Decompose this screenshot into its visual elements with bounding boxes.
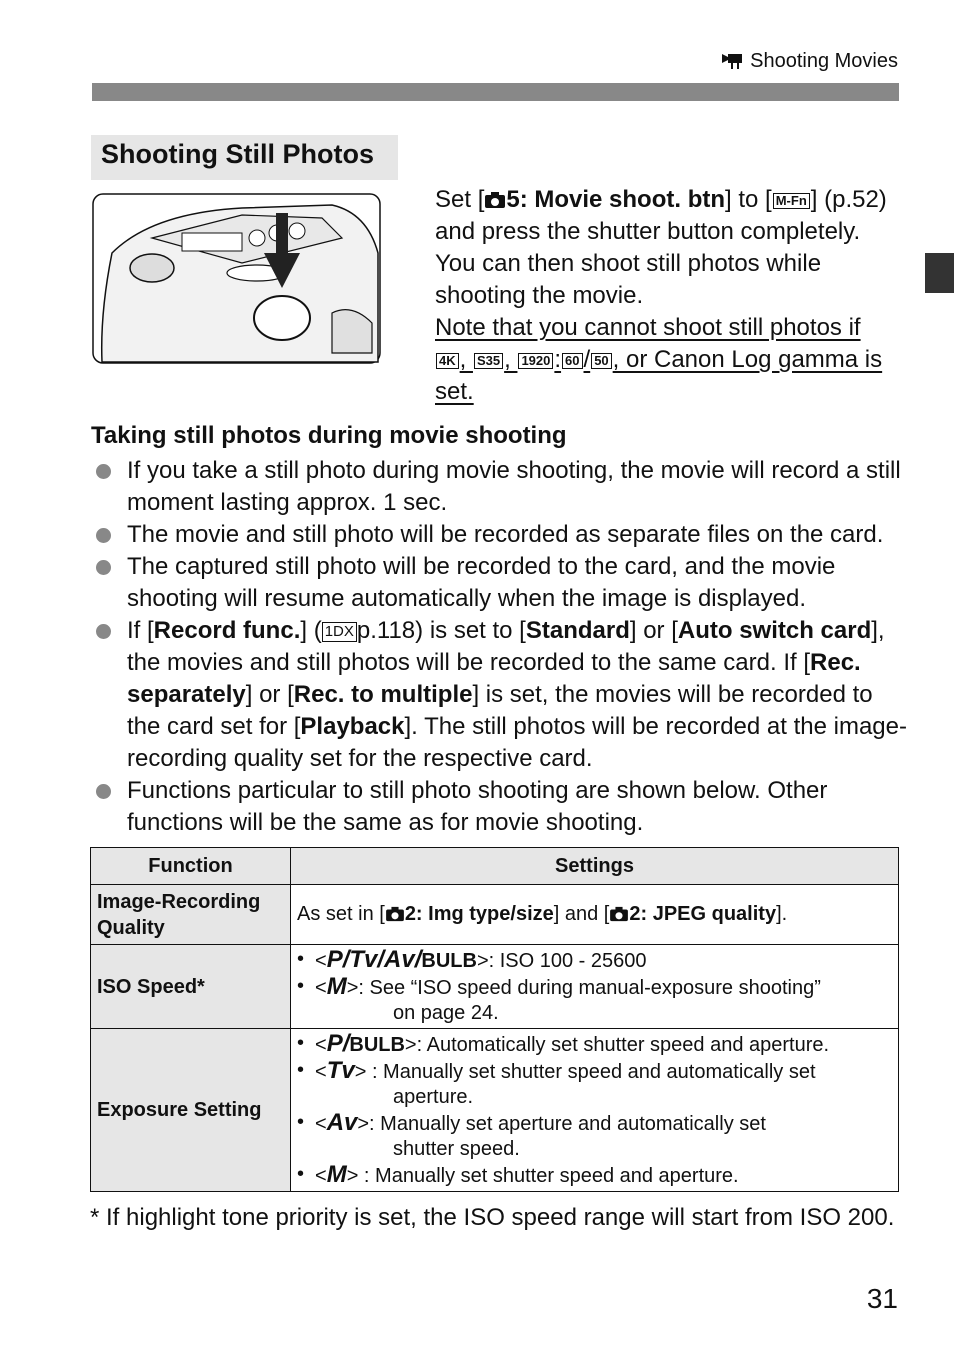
table-row [91, 1029, 899, 1192]
4k-icon: 4K [436, 353, 459, 369]
function-cell: Image-Recording Quality [91, 885, 291, 945]
bullet-dot-icon [96, 528, 111, 543]
settings-cell [291, 1029, 899, 1192]
intro-text [435, 184, 905, 408]
bullet-dot-icon [96, 784, 111, 799]
setting-line: • <Tv> : Manually set shutter speed and automatically set aperture. [297, 1057, 816, 1108]
running-header [722, 50, 898, 73]
function-cell: ISO Speed* [91, 945, 291, 1029]
camera-icon [609, 906, 629, 922]
fhd-1920-icon: 1920 [518, 353, 553, 369]
list-item: If [Record func.] ( 1DX p.118) is set to [Standard] or [Auto switch card], the movies and still photos will be recorded to the same card. If [Rec. separately] or [Rec. to multiple] is set, the movies will be recorded to the card set for [Playback]. The still photos will be recorded at the image-recording quality set for the respective card. [91, 615, 911, 775]
s35-icon: S35 [474, 353, 503, 369]
bullet-dot-icon [96, 464, 111, 479]
restriction-note: Note that you cannot shoot still photos if 4K , S35 , 1920 : 60 / 50 , or Canon Log gamma is set. [435, 314, 883, 405]
header-section-title: Shooting Movies [750, 50, 898, 72]
table-row [91, 945, 899, 1029]
setting-line: • <M> : Manually set shutter speed and aperture. [297, 1161, 739, 1188]
page-number: 31 [866, 1283, 898, 1314]
column-header-function: Function [91, 848, 291, 885]
column-header-settings: Settings [291, 848, 899, 885]
list-item: If you take a still photo during movie shooting, the movie will record a still moment lasting approx. 1 sec. [91, 455, 911, 519]
intro-paragraph: Set [ 5: Movie shoot. btn] to [ M-Fn ] (p.52) and press the shutter button completely. You can then shoot still photos while shooting the movie. [435, 186, 887, 309]
setting-line: • <M>: See “ISO speed during manual-exposure shooting” on page 24. [297, 973, 821, 1024]
header-rule [92, 83, 899, 101]
camera-shutter-illustration [92, 193, 381, 364]
list-item: The movie and still photo will be recorded as separate files on the card. [91, 519, 911, 551]
settings-table [90, 847, 899, 1192]
1dx-page-ref-icon: 1DX [322, 622, 357, 642]
chapter-tab [925, 253, 954, 293]
section-title: Shooting Still Photos [91, 135, 398, 180]
fps-50-icon: 50 [591, 353, 611, 369]
camera-icon [484, 191, 506, 209]
fps-60-icon: 60 [562, 353, 582, 369]
list-item: Functions particular to still photo shooting are shown below. Other functions will be the same as for movie shooting. [91, 775, 911, 839]
settings-cell: As set in [ 2: Img type/size] and [ 2: JPEG quality]. [291, 885, 899, 945]
bullet-list [91, 455, 911, 839]
setting-line: • <Av>: Manually set aperture and automatically set shutter speed. [297, 1109, 766, 1160]
bullet-dot-icon [96, 624, 111, 639]
list-item: The captured still photo will be recorded to the card, and the movie shooting will resume automatically when the image is displayed. [91, 551, 911, 615]
movie-camera-icon [722, 51, 744, 69]
table-row [91, 885, 899, 945]
setting-line: • <P/Tv/Av/BULB>: ISO 100 - 25600 [297, 946, 647, 973]
mfn-icon: M-Fn [773, 193, 810, 209]
menu-item-movie-shoot-btn: 5: Movie shoot. btn [506, 186, 726, 213]
function-cell: Exposure Setting [91, 1029, 291, 1192]
settings-cell [291, 945, 899, 1029]
bullet-dot-icon [96, 560, 111, 575]
footnote: * If highlight tone priority is set, the ISO speed range will start from ISO 200. [90, 1204, 895, 1231]
subheading: Taking still photos during movie shooting [91, 422, 567, 449]
table-header-row [91, 848, 899, 885]
camera-icon [385, 906, 405, 922]
setting-line: • <P/BULB>: Automatically set shutter speed and aperture. [297, 1030, 830, 1057]
